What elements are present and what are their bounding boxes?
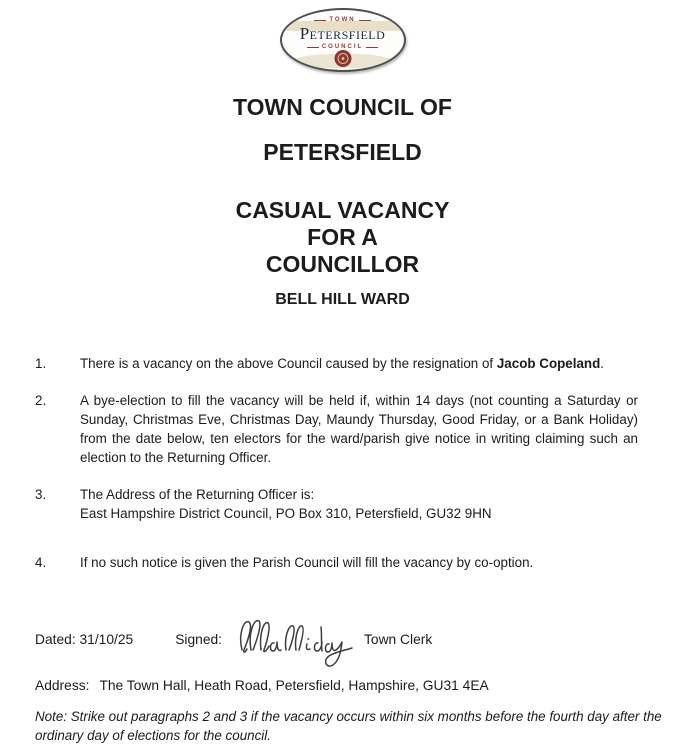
council-title-line1: TOWN COUNCIL OF	[233, 94, 452, 120]
paragraph-4	[35, 553, 685, 572]
vacancy-heading-line2: FOR A	[307, 224, 378, 250]
paragraph-1	[35, 354, 685, 373]
numbered-paragraphs	[0, 354, 685, 572]
council-address-row	[35, 676, 685, 695]
logo-council-label: COUNCIL	[321, 44, 364, 50]
vacancy-heading-line3: COUNCILLOR	[265, 251, 420, 277]
council-title-line2: PETERSFIELD	[263, 139, 422, 165]
signature-row	[35, 616, 685, 662]
logo-dash-left2	[307, 47, 319, 48]
paragraph-4-number: 4.	[35, 555, 47, 570]
paragraph-2	[35, 391, 685, 467]
address-value: The Town Hall, Heath Road, Petersfield, Hampshire, GU31 4EA	[99, 678, 489, 693]
handwritten-signature	[236, 616, 354, 668]
vacancy-heading-line1: CASUAL VACANCY	[235, 197, 450, 223]
signed-label: Signed:	[175, 632, 222, 647]
logo-town-label: TOWN	[329, 17, 356, 23]
resignee-name: Jacob Copeland	[496, 356, 601, 371]
paragraph-2-number: 2.	[35, 393, 47, 408]
paragraph-3	[35, 485, 685, 523]
paragraph-3-number: 3.	[35, 487, 47, 502]
document-headings	[0, 95, 685, 309]
ward-subheading: BELL HILL WARD	[275, 291, 410, 308]
logo-dash-right2	[366, 47, 378, 48]
paragraph-1-number: 1.	[35, 356, 47, 371]
address-label: Address:	[35, 678, 90, 693]
paragraph-3-text	[80, 485, 638, 523]
logo-town-row	[314, 17, 370, 24]
logo-dash-right	[359, 20, 371, 21]
returning-officer-address: East Hampshire District Council, PO Box 310, Petersfield, GU32 9HN	[80, 506, 492, 521]
paragraph-2-text: A bye-election to fill the vacancy will be held if, within 14 days (not counting a Saturday or Sunday, Christmas Eve, Christmas Day, Maundy Thursday, Good Friday, or a Bank Holiday) from the date below, ten electors for the ward/parish give notice in writing claiming such an election to the Returning Officer.	[80, 393, 638, 465]
logo-seal-icon	[334, 50, 351, 67]
logo-petersfield-label: Petersfield	[299, 24, 386, 43]
logo-container	[0, 0, 685, 72]
logo-dash-left	[314, 20, 326, 21]
vacancy-heading	[0, 197, 685, 278]
town-clerk-label: Town Clerk	[364, 632, 433, 647]
footnote: Note: Strike out paragraphs 2 and 3 if the vacancy occurs within six months before the fourth day after the ordinary day of elections for the council.	[35, 709, 662, 743]
dated-text: Dated: 31/10/25	[35, 632, 134, 647]
paragraph-1-text: There is a vacancy on the above Council caused by the resignation of Jacob Copeland.	[80, 356, 605, 371]
paragraph-4-text: If no such notice is given the Parish Council will fill the vacancy by co-option.	[80, 555, 534, 570]
returning-officer-intro: The Address of the Returning Officer is:	[80, 487, 315, 502]
town-council-logo	[280, 8, 406, 72]
